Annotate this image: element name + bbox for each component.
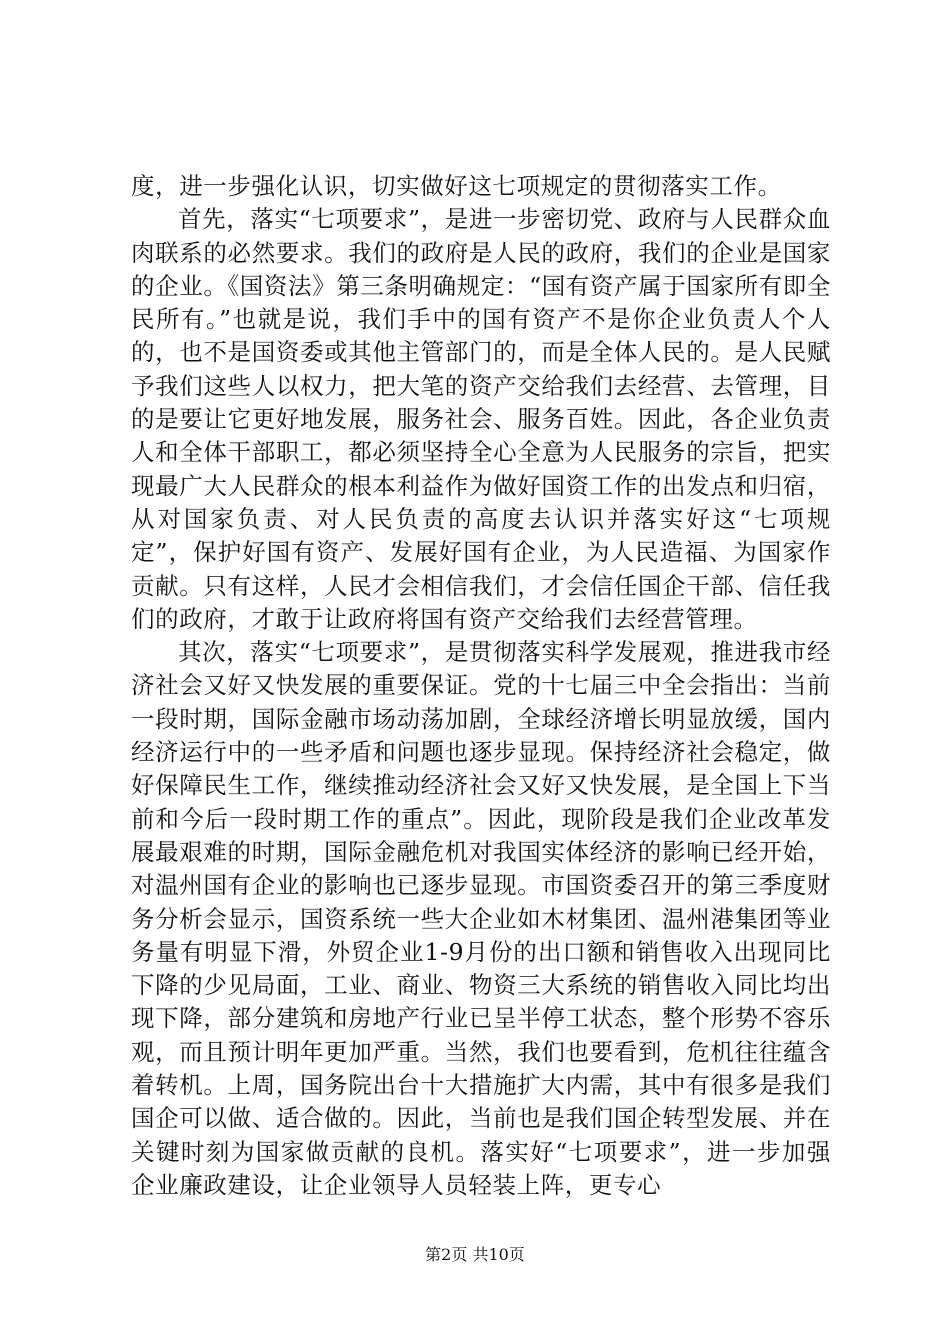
document-body (131, 170, 831, 1202)
paragraph-first-point: 首先，落实“七项要求”，是进一步密切党、政府与人民群众血肉联系的必然要求。我们的政府是人民的政府，我们的企业是国家的企业。《国资法》第三条明确规定：“国有资产属于国家所有即全民所有。”也就是说，我们手中的国有资产不是你企业负责人个人的，也不是国资委或其他主管部门的，而是全体人民的。是人民赋予我们这些人以权力，把大笔的资产交给我们去经营、去管理，目的是要让它更好地发展，服务社会、服务百姓。因此，各企业负责人和全体干部职工，都必须坚持全心全意为人民服务的宗旨，把实现最广大人民群众的根本利益作为做好国资工作的出发点和归宿，从对国家负责、对人民负责的高度去认识并落实好这“七项规定”，保护好国有资产、发展好国有企业，为人民造福、为国家作贡献。只有这样，人民才会相信我们，才会信任国企干部、信任我们的政府，才敢于让政府将国有资产交给我们去经营管理。 (131, 205, 831, 633)
paragraph-second-point: 其次，落实“七项要求”，是贯彻落实科学发展观，推进我市经济社会又好又快发展的重要保证。党的十七届三中全会指出：当前一段时期，国际金融市场动荡加剧，全球经济增长明显放缓，国内经济运行中的一些矛盾和问题也逐步显现。保持经济社会稳定，做好保障民生工作，继续推动经济社会又好又快发展，是全国上下当前和今后一段时期工作的重点”。因此，现阶段是我们企业改革发展最艰难的时期，国际金融危机对我国实体经济的影响已经开始，对温州国有企业的影响也已逐步显现。市国资委召开的第三季度财务分析会显示，国资系统一些大企业如木材集团、温州港集团等业务量有明显下滑，外贸企业1-9月份的出口额和销售收入出现同比下降的少见局面，工业、商业、物资三大系统的销售收入同比均出现下降，部分建筑和房地产行业已呈半停工状态，整个形势不容乐观，而且预计明年更加严重。当然，我们也要看到，危机往往蕴含着转机。上周，国务院出台十大措施扩大内需，其中有很多是我们国企可以做、适合做的。因此，当前也是我们国企转型发展、并在关键时刻为国家做贡献的良机。落实好“七项要求”，进一步加强企业廉政建设，让企业领导人员轻装上阵，更专心 (131, 638, 831, 1199)
page-number-footer: 第2页 共10页 (425, 1245, 525, 1264)
paragraph-continuation: 度，进一步强化认识，切实做好这七项规定的贯彻落实工作。 (131, 172, 782, 200)
